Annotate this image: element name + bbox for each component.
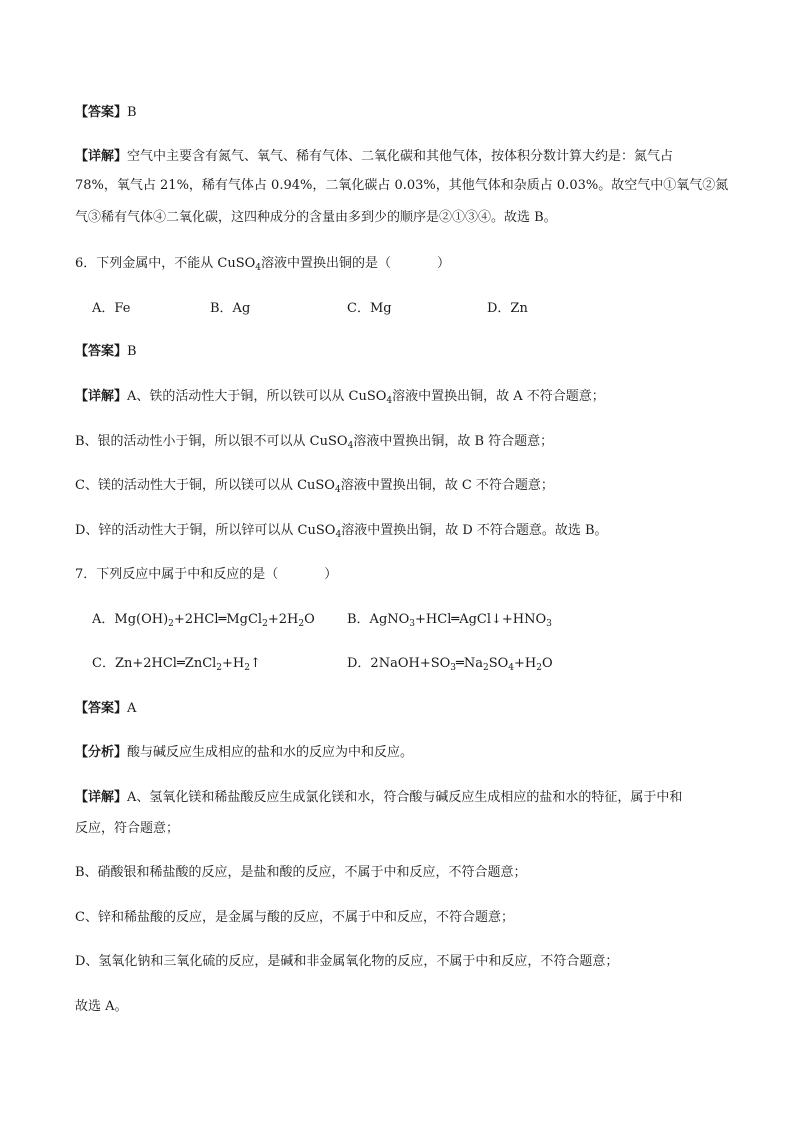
detail-tag: 【详解】 — [75, 149, 128, 164]
subscript: 2 — [262, 619, 268, 629]
q6-detail-a — [75, 388, 605, 406]
formula-text: +H — [222, 656, 245, 671]
stem-text: 7．下列反应中属于中和反应的是（ — [75, 567, 279, 582]
subscript: 3 — [409, 619, 416, 629]
formula-text: A．Mg(OH) — [92, 612, 169, 627]
detail-text: 溶液中置换出铜，故 C 不符合题意； — [340, 478, 554, 493]
detail-text: D、锌的活动性大于铜，所以锌可以从 CuSO — [75, 523, 336, 538]
subscript: 4 — [508, 663, 515, 673]
q7-option-b — [347, 611, 552, 629]
answer-value: A — [127, 701, 137, 716]
stem-text: ） — [437, 256, 451, 271]
subscript: 2 — [168, 619, 174, 629]
q6-detail-c — [75, 477, 554, 495]
q7-conclusion: 故选 A。 — [75, 999, 128, 1014]
q7-answer-line — [75, 700, 136, 718]
subscript: 4 — [335, 530, 342, 540]
q5-detail-line-2: 78%，氧气占 21%，稀有气体占 0.94%，二氧化碳占 0.03%，其他气体和杂质占 0.03%。故空气中①氧气②氮 — [75, 178, 729, 193]
subscript: 4 — [255, 263, 262, 273]
q7-detail-c: C、锌和稀盐酸的反应，是金属与酸的反应，不属于中和反应，不符合题意； — [75, 910, 514, 925]
answer-value: B — [127, 105, 137, 120]
stem-text: ） — [324, 567, 338, 582]
detail-text: B、银的活动性小于铜，所以银不可以从 CuSO — [75, 434, 348, 449]
answer-value: B — [127, 344, 137, 359]
formula-text: ═Na — [456, 656, 483, 671]
q6-stem — [75, 255, 450, 273]
q7-option-a — [92, 611, 315, 629]
analysis-tag: 【分析】 — [75, 745, 128, 760]
q7-option-d — [347, 655, 553, 673]
detail-text: A、氢氧化镁和稀盐酸反应生成氯化镁和水，符合酸与碱反应生成相应的盐和水的特征，属于中和 — [127, 790, 683, 805]
detail-text: 空气中主要含有氮气、氧气、稀有气体、二氧化碳和其他气体，按体积分数计算大约是：氮气占 — [127, 149, 674, 164]
subscript: 4 — [386, 396, 393, 406]
detail-text: 溶液中置换出铜，故 A 不符合题意； — [392, 389, 605, 404]
q7-analysis-line — [75, 744, 413, 762]
formula-text: D．2NaOH+SO — [347, 656, 451, 671]
q7-detail-a — [75, 789, 682, 807]
q6-detail-d — [75, 522, 608, 540]
formula-text: C．Zn+2HCl═ZnCl — [92, 656, 217, 671]
formula-text: SO — [488, 656, 509, 671]
formula-text: +HCl═AgCl↓+HNO — [415, 612, 547, 627]
q7-detail-a-cont: 反应，符合题意； — [75, 821, 180, 836]
stem-text: 6．下列金属中，不能从 CuSO — [75, 256, 256, 271]
stem-text: 溶液中置换出铜的是（ — [261, 256, 392, 271]
formula-text: +2HCl═MgCl — [173, 612, 263, 627]
q6-option-c: C．Mg — [347, 301, 392, 316]
q5-answer-line — [75, 104, 137, 122]
formula-text: O — [304, 612, 315, 627]
q6-option-d: D．Zn — [487, 301, 528, 316]
detail-text: C、镁的活动性大于铜，所以镁可以从 CuSO — [75, 478, 335, 493]
formula-text: ↑ — [250, 656, 261, 671]
subscript: 2 — [482, 663, 489, 673]
answer-tag: 【答案】 — [75, 701, 128, 716]
analysis-text: 酸与碱反应生成相应的盐和水的反应为中和反应。 — [127, 745, 414, 760]
formula-text: B．AgNO — [347, 612, 410, 627]
detail-tag: 【详解】 — [75, 790, 128, 805]
detail-text: 溶液中置换出铜，故 B 符合题意； — [353, 434, 554, 449]
subscript: 2 — [244, 663, 250, 673]
subscript: 3 — [450, 663, 457, 673]
q6-option-b: B．Ag — [210, 301, 251, 316]
q7-stem — [75, 566, 337, 584]
subscript: 2 — [216, 663, 223, 673]
q5-detail-line-1 — [75, 148, 673, 166]
q6-option-a: A．Fe — [92, 301, 131, 316]
q7-option-c — [92, 655, 261, 673]
detail-text: 溶液中置换出铜，故 D 不符合题意。故选 B。 — [341, 523, 608, 538]
answer-tag: 【答案】 — [75, 105, 128, 120]
subscript: 3 — [546, 619, 552, 629]
subscript: 2 — [298, 619, 305, 629]
detail-text: A、铁的活动性大于铜，所以铁可以从 CuSO — [127, 389, 387, 404]
q7-detail-b: B、硝酸银和稀盐酸的反应，是盐和酸的反应，不属于中和反应，不符合题意； — [75, 865, 527, 880]
answer-tag: 【答案】 — [75, 344, 128, 359]
formula-text: O — [541, 656, 553, 671]
detail-tag: 【详解】 — [75, 389, 128, 404]
subscript: 2 — [536, 663, 542, 673]
subscript: 4 — [347, 441, 354, 451]
subscript: 4 — [334, 485, 341, 495]
q6-detail-b — [75, 433, 553, 451]
q7-detail-d: D、氢氧化钠和三氧化硫的反应，是碱和非金属氧化物的反应，不属于中和反应，不符合题意； — [75, 954, 619, 969]
q6-answer-line — [75, 343, 137, 361]
formula-text: +H — [514, 656, 537, 671]
q5-detail-line-3: 气③稀有气体④二氧化碳，这四种成分的含量由多到少的顺序是②①③④。故选 B。 — [75, 210, 557, 225]
formula-text: +2H — [267, 612, 299, 627]
